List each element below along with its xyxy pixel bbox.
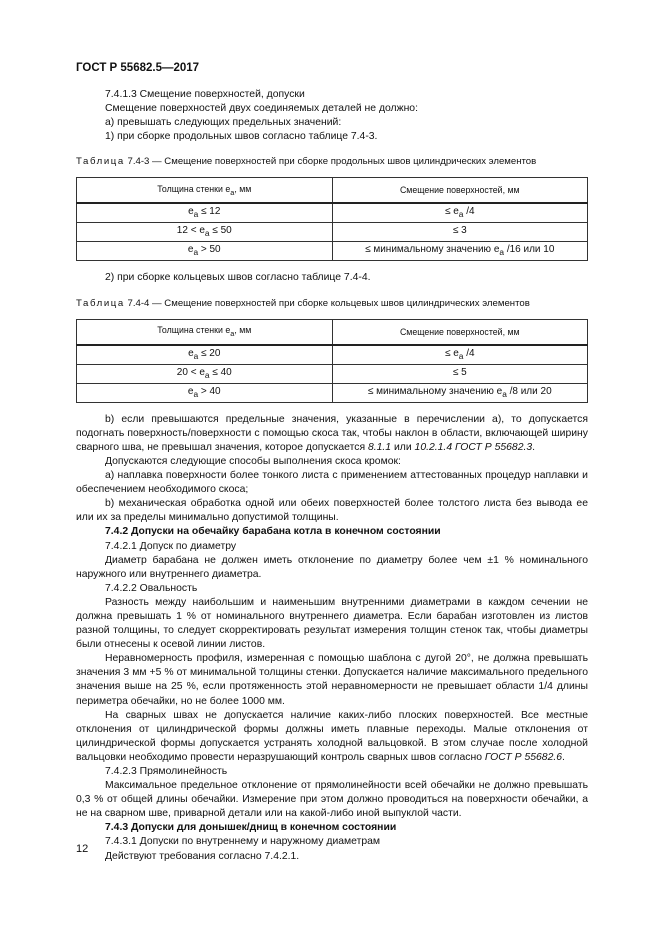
list-item: а) превышать следующих предельных значений: — [105, 117, 342, 129]
document-id-header: ГОСТ Р 55682.5—2017 — [76, 62, 200, 74]
table-cell: $e_a \le 20$ — [77, 345, 333, 365]
list-item: b) механическая обработка одной или обеих поверхностей более толстого листа без вывода ее или их за пределы минимально допустимой толщины. — [76, 498, 588, 524]
table-caption-7-4-4: Таблица 7.4-4 — Смещение поверхностей при сборке кольцевых швов цилиндрических элементов — [76, 297, 530, 309]
table-7-4-4 — [76, 319, 588, 403]
column-header: Смещение поверхностей, мм — [332, 319, 588, 345]
column-header: Толщина стенки $e_a$, мм — [77, 319, 333, 345]
table-cell: ≤ 3 — [332, 223, 588, 242]
table-header-row — [77, 178, 588, 204]
table-caption-7-4-3: Таблица 7.4-3 — Смещение поверхностей при сборке продольных швов цилиндрических элементов — [76, 156, 537, 168]
table-row — [77, 364, 588, 383]
column-header: Смещение поверхностей, мм — [332, 178, 588, 204]
list-item: а) наплавка поверхности более тонкого листа с применением аттестованных процедур наплавки и обеспечением необходимого скоса; — [76, 470, 588, 496]
page-number: 12 — [76, 843, 89, 855]
paragraph: Допускаются следующие способы выполнения скоса кромок: — [105, 455, 401, 467]
table-cell: ≤ минимальному значению $e_a$ /8 или 20 — [332, 383, 588, 402]
paragraph: На сварных швах не допускается наличие каких-либо плоских поверхностей. Все местные отклонения от цилиндрической формы должны иметь плавные переходы. Малые отклонения от цилиндрической формы допускается устранять холодной вальцовкой. В этом случае после холодной вальцовки необходимо провести неразрушающий контроль сварных швов согласно ГОСТ Р 55682.6. — [76, 709, 588, 763]
list-item: 2) при сборке кольцевых швов согласно таблице 7.4-4. — [105, 272, 371, 284]
paragraph: Действуют требования согласно 7.4.2.1. — [105, 850, 300, 862]
subsection-heading: 7.4.3.1 Допуски по внутреннему и наружному диаметрам — [105, 836, 381, 848]
paragraph: Диаметр барабана не должен иметь отклонение по диаметру более чем ±1 % номинального наружного или внутреннего диаметра. — [76, 554, 588, 580]
document-body — [76, 88, 588, 864]
table-cell: ≤ $e_a$ /4 — [332, 345, 588, 365]
table-cell: $e_a > 50$ — [77, 242, 333, 261]
subsection-heading: 7.4.2.1 Допуск по диаметру — [105, 540, 237, 552]
section-heading-7-4-1-3: 7.4.1.3 Смещение поверхностей, допуски — [105, 89, 305, 100]
table-row — [77, 345, 588, 365]
column-header: Толщина стенки $e_a$, мм — [77, 178, 333, 204]
table-header-row — [77, 319, 588, 345]
table-row — [77, 223, 588, 242]
table-row — [77, 203, 588, 223]
table-cell: $12 < e_a \le 50$ — [77, 223, 333, 242]
table-cell: ≤ минимальному значению $e_a$ /16 или 10 — [332, 242, 588, 261]
list-item: 1) при сборке продольных швов согласно таблице 7.4-3. — [105, 131, 378, 143]
subsection-heading: 7.4.2.3 Прямолинейность — [105, 766, 228, 777]
paragraph: Разность между наибольшим и наименьшим внутренними диаметрами в каждом сечении не должна превышать 1 % от номинального внутреннего диаметра. Если барабан изготовлен из листов разной толщины, то следует скорректировать результат измерения толщин стенок так, чтобы диаметры были отнесены к осевой линии листов. — [76, 596, 588, 651]
table-row — [77, 242, 588, 261]
table-7-4-3 — [76, 177, 588, 261]
paragraph-b: b) если превышаются предельные значения, указанные в перечислении а), то допускается подогнать поверхность/поверхности с помощью скоса так, чтобы наклон в области, включающей ширину сварного шва, не превышал значения, которое допускается 8.1.1 или 10.2.1.4 ГОСТ Р 55682.3. — [76, 413, 588, 453]
paragraph: Неравномерность профиля, измеренная с помощью шаблона с дугой 20°, не должна превышать значения 3 мм +5 % от минимальной толщины стенки. Допускается наличие максимального предельного значения выше на 25 %, если протяженность этой неравномерности не превышает области 1/4 длины периметра обечайки, но не более 1000 мм. — [76, 653, 588, 707]
paragraph: Смещение поверхностей двух соединяемых деталей не должно: — [105, 103, 418, 115]
paragraph: Максимальное предельное отклонение от прямолинейности всей обечайки не должно превышать 0,3 % от общей длины обечайки. Измерение при этом должно проводиться на поверхности обечайки, а не на сварном шве, приварной детали или на какой-либо иной выпуклой части. — [76, 780, 588, 820]
table-cell: $20 < e_a \le 40$ — [77, 364, 333, 383]
table-cell: ≤ $e_a$ /4 — [332, 203, 588, 223]
section-heading-7-4-2: 7.4.2 Допуски на обечайку барабана котла в конечном состоянии — [105, 526, 441, 538]
subsection-heading: 7.4.2.2 Овальность — [105, 582, 198, 594]
table-cell: $e_a \le 12$ — [77, 203, 333, 223]
table-cell: $e_a > 40$ — [77, 383, 333, 402]
section-heading-7-4-3: 7.4.3 Допуски для донышек/днищ в конечном состоянии — [105, 822, 397, 834]
table-row — [77, 383, 588, 402]
table-cell: ≤ 5 — [332, 364, 588, 383]
